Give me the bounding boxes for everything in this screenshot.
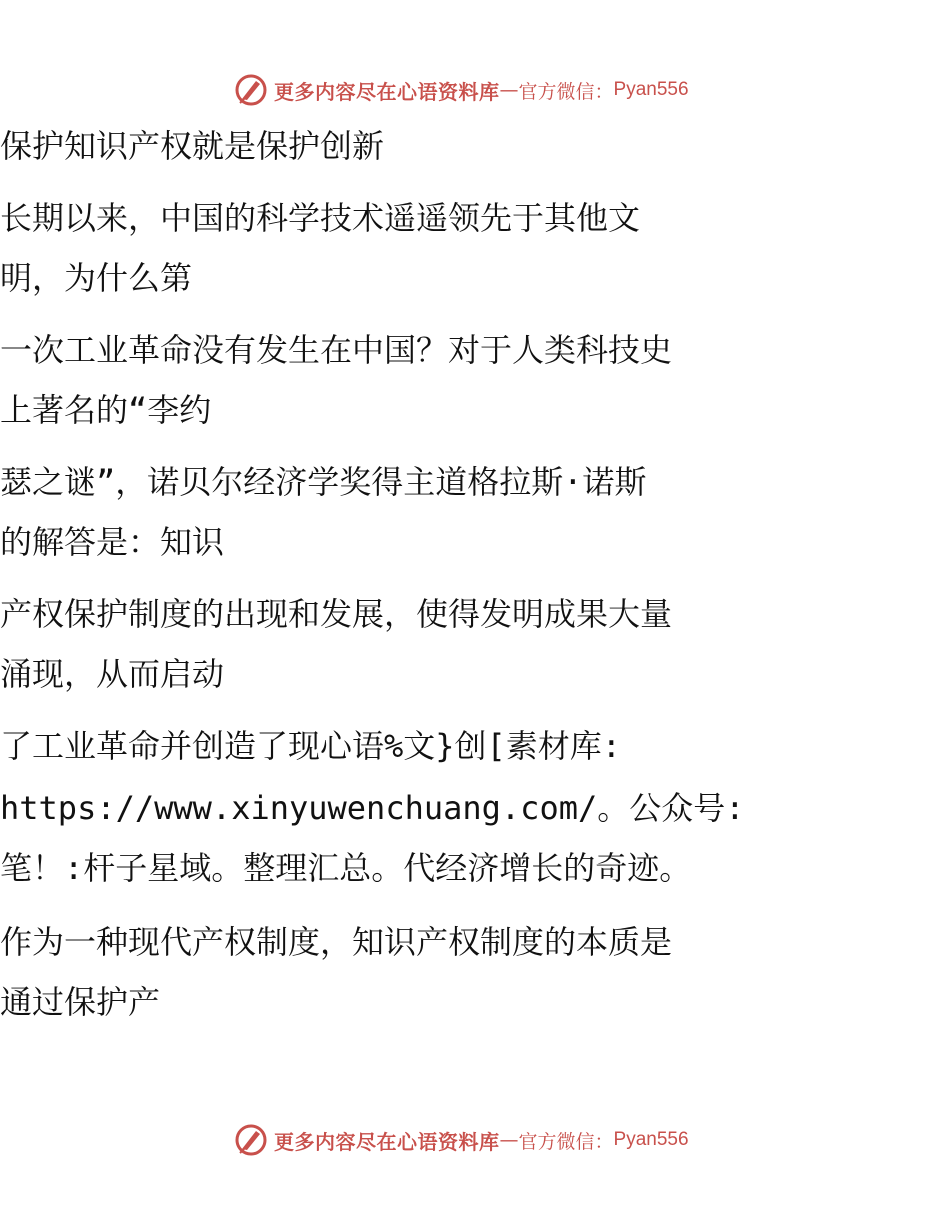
document-line: 笔！:杆子星域。整理汇总。代经济增长的奇迹。 bbox=[0, 849, 692, 887]
document-line: https://www.xinyuwenchuang.com/。公众号: bbox=[0, 789, 745, 827]
document-line: 上著名的“李约 bbox=[0, 391, 212, 429]
header-banner bbox=[234, 72, 754, 108]
banner-separator: — bbox=[499, 1129, 519, 1151]
banner-wechat-id: Pyan556 bbox=[613, 1129, 689, 1150]
banner-separator: — bbox=[499, 79, 519, 101]
document-line: 的解答是：知识 bbox=[0, 523, 225, 561]
footer-banner bbox=[234, 1122, 754, 1158]
document-line: 产权保护制度的出现和发展，使得发明成果大量 bbox=[0, 595, 673, 633]
document-line: 明，为什么第 bbox=[0, 259, 193, 297]
banner-wechat-label: 官方微信： bbox=[518, 1130, 614, 1153]
banner-main-text: 更多内容尽在心语资料库 bbox=[274, 1129, 500, 1154]
document-line: 了工业革命并创造了现心语%文}创[素材库: bbox=[0, 727, 622, 765]
banner-wechat-id: Pyan556 bbox=[613, 79, 689, 100]
document-line: 作为一种现代产权制度，知识产权制度的本质是 bbox=[0, 923, 673, 961]
banner-main-text: 更多内容尽在心语资料库 bbox=[274, 79, 500, 104]
quill-pen-circle-icon bbox=[234, 1123, 268, 1157]
document-line: 一次工业革命没有发生在中国？对于人类科技史 bbox=[0, 331, 673, 369]
document-line: 涌现，从而启动 bbox=[0, 655, 225, 693]
document-line: 长期以来，中国的科学技术遥遥领先于其他文 bbox=[0, 199, 641, 237]
document-title: 保护知识产权就是保护创新 bbox=[0, 127, 385, 165]
document-line: 瑟之谜”，诺贝尔经济学奖得主道格拉斯·诺斯 bbox=[0, 463, 647, 501]
quill-pen-circle-icon bbox=[234, 73, 268, 107]
banner-wechat-label: 官方微信： bbox=[518, 80, 614, 103]
document-line: 通过保护产 bbox=[0, 983, 161, 1021]
